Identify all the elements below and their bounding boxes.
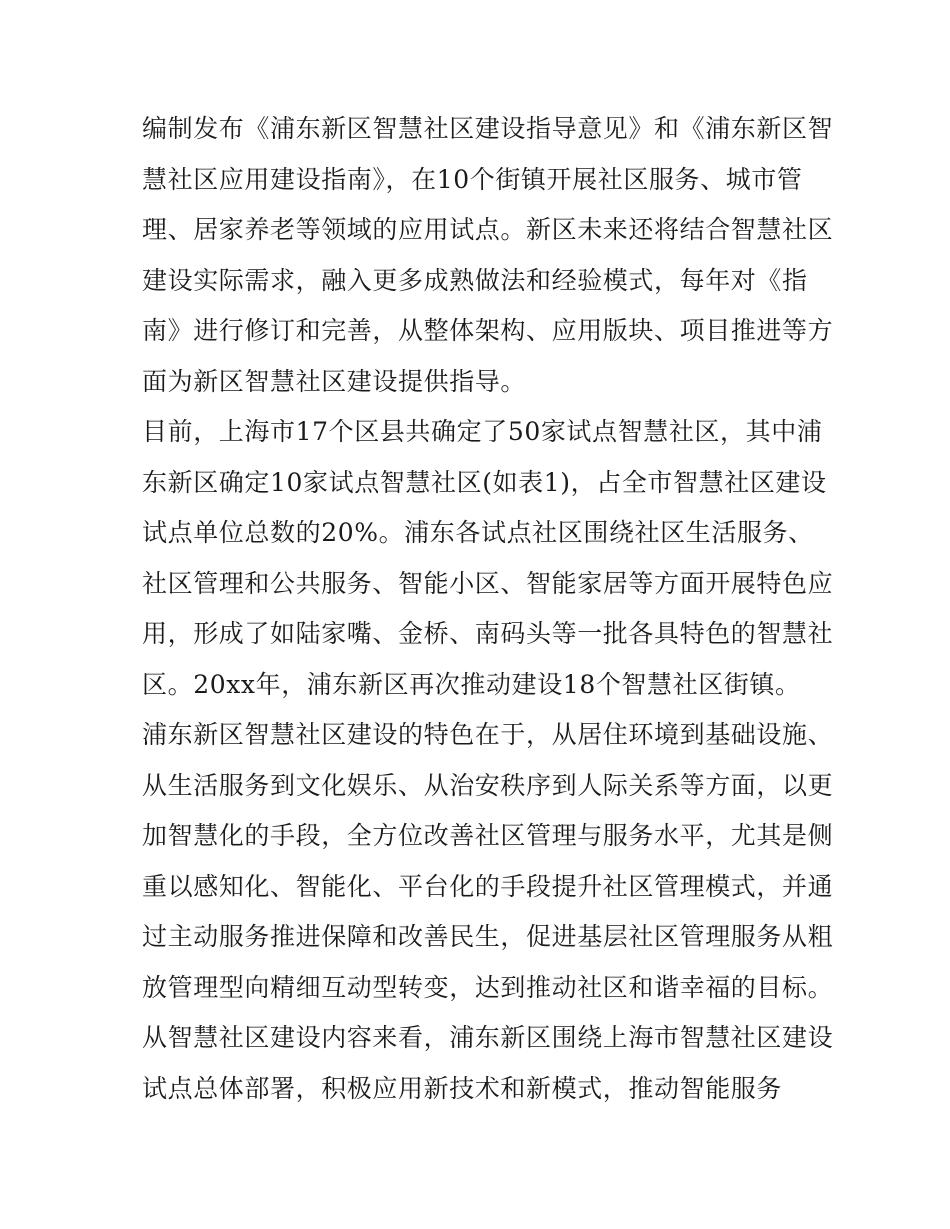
text-line: 过主动服务推进保障和改善民生，促进基层社区管理服务从粗 — [142, 922, 834, 951]
text-line: 建设实际需求，融入更多成熟做法和经验模式，每年对《指 — [142, 265, 808, 295]
document-body — [142, 104, 834, 1114]
text-line: 编制发布《浦东新区智慧社区建设指导意见》和《浦东新区智 — [142, 114, 834, 143]
text-line: 慧社区应用建设指南》，在10个街镇开展社区服务、城市管 — [142, 164, 803, 194]
text-line: 试点单位总数的20%。浦东各试点社区围绕社区生活服务、 — [142, 518, 814, 547]
text-line: 加智慧化的手段，全方位改善社区管理与服务水平，尤其是侧 — [142, 821, 834, 850]
text-line: 放管理型向精细互动型转变，达到推动社区和谐幸福的目标。 — [142, 972, 834, 1002]
text-line: 区。20xx年，浦东新区再次推动建设18个智慧社区街镇。 — [142, 669, 801, 699]
text-line: 试点总体部署，积极应用新技术和新模式，推动智能服务 — [142, 1073, 783, 1103]
text-line: 东新区确定10家试点智慧社区(如表1)，占全市智慧社区建设 — [142, 467, 827, 497]
text-line: 目前，上海市17个区县共确定了50家试点智慧社区，其中浦 — [142, 417, 823, 446]
text-line: 社区管理和公共服务、智能小区、智能家居等方面开展特色应 — [142, 568, 834, 598]
text-line: 用，形成了如陆家嘴、金桥、南码头等一批各具特色的智慧社 — [142, 619, 834, 648]
paragraph-4 — [142, 1013, 834, 1114]
text-line: 理、居家养老等领域的应用试点。新区未来还将结合智慧社区 — [142, 215, 834, 244]
text-line: 浦东新区智慧社区建设的特色在于，从居住环境到基础设施、 — [142, 720, 834, 749]
paragraph-2 — [142, 407, 834, 710]
text-line: 面为新区智慧社区建设提供指导。 — [142, 366, 527, 396]
paragraph-1 — [142, 104, 834, 407]
text-line: 从智慧社区建设内容来看，浦东新区围绕上海市智慧社区建设 — [142, 1023, 834, 1052]
text-line: 从生活服务到文化娱乐、从治安秩序到人际关系等方面，以更 — [142, 770, 834, 800]
paragraph-3 — [142, 710, 834, 1013]
text-line: 南》进行修订和完善，从整体架构、应用版块、项目推进等方 — [142, 316, 834, 345]
text-line: 重以感知化、智能化、平台化的手段提升社区管理模式，并通 — [142, 871, 834, 901]
